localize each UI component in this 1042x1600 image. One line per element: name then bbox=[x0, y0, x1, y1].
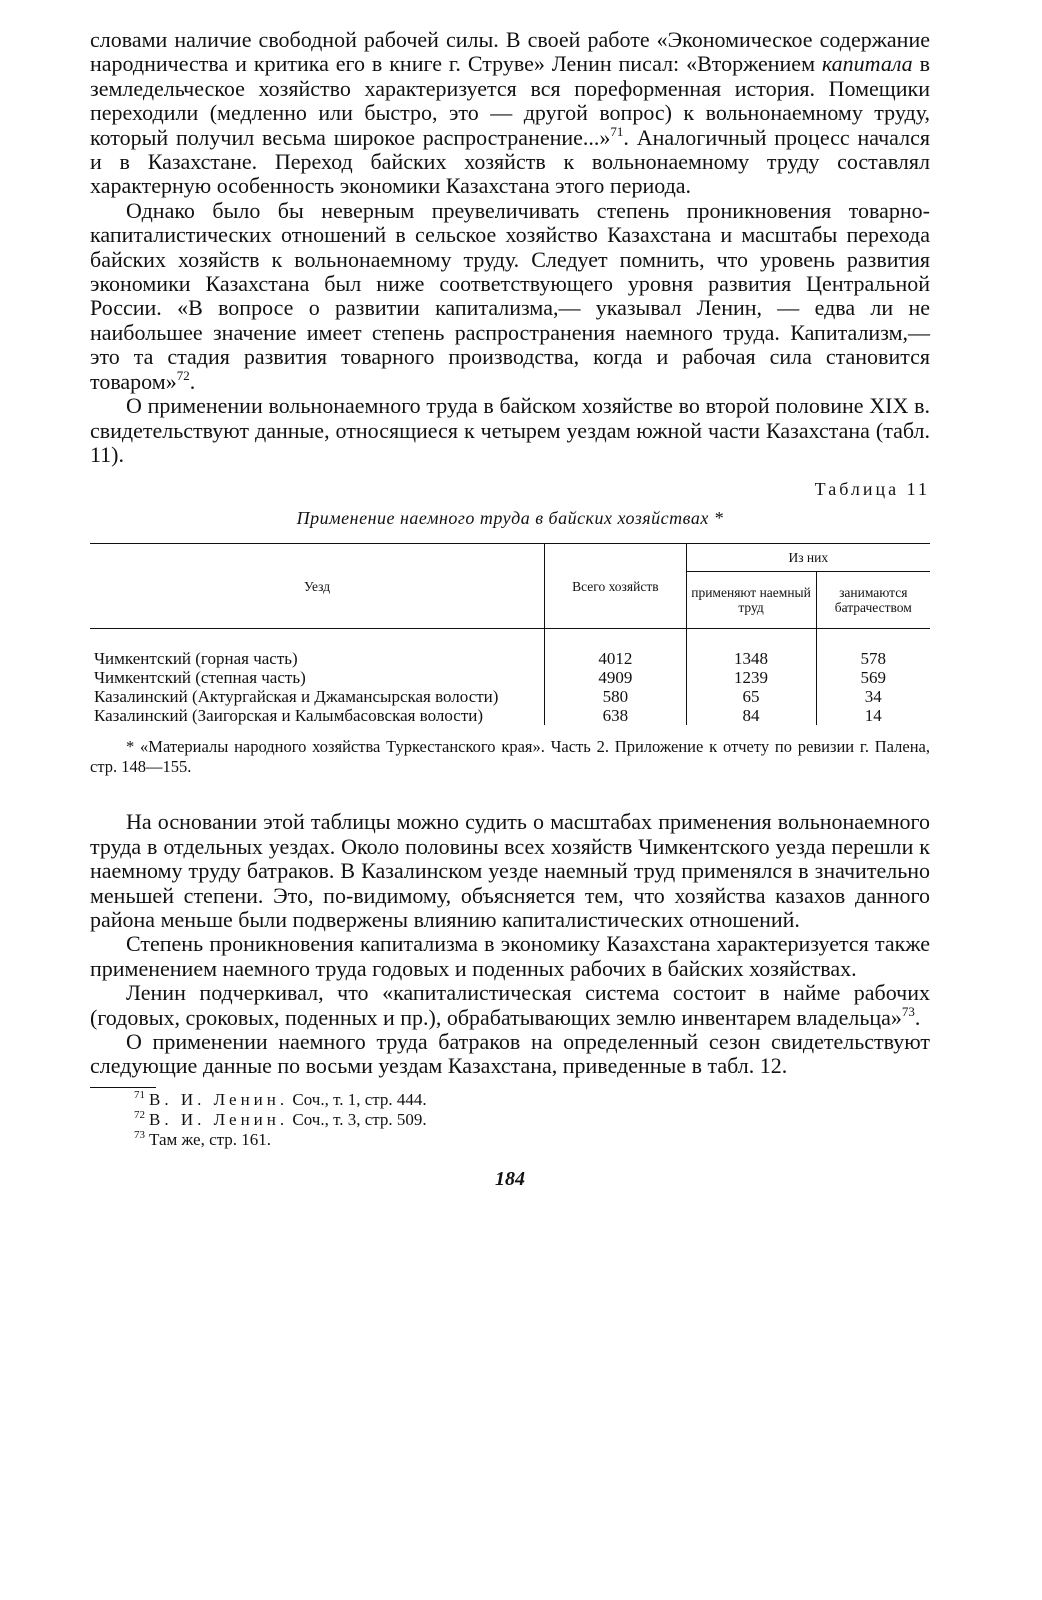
row-uezd-name: Чимкентский (степная часть) bbox=[94, 668, 306, 688]
footnote-ref-71[interactable]: 71 bbox=[610, 123, 624, 139]
paragraph-3: О применении вольнонаемного труда в байском хозяйстве во второй половине XIX в. свидетельствуют данные, относящиеся к четырем уездам южной части Казахстана (табл. 11). bbox=[90, 393, 930, 467]
table-footnote: * «Материалы народного хозяйства Туркестанского края». Часть 2. Приложение к отчету по ревизии г. Палена, стр. 148—155. bbox=[90, 737, 930, 776]
col-header-uezd: Уезд bbox=[304, 578, 331, 594]
row-total: 4909 bbox=[545, 668, 686, 687]
emphasis-capital: капитала bbox=[821, 51, 913, 77]
footnote-73: $^{73}$ Там же, стр. 161. bbox=[134, 1128, 272, 1149]
footnote-71: $^{71}$ В. И. Ленин. Соч., т. 1, стр. 444. bbox=[134, 1088, 427, 1109]
footnote-ref-73[interactable]: 73 bbox=[901, 1003, 915, 1019]
paragraph-7: О применении наемного труда батраков на определенный сезон свидетельствуют следующие данные по восьми уездам Казахстана, приведенные в табл. 12. bbox=[90, 1028, 930, 1079]
page-number: 184 bbox=[495, 1167, 525, 1190]
table-row bbox=[90, 706, 930, 725]
paragraph-6: Ленин подчеркивал, что «капиталистическая система состоит в найме рабочих (годовых, сроковых, поденных и пр.), обрабатывающих землю инвентарем владельца»$^{73}$. bbox=[90, 980, 930, 1030]
row-farmhand: 578 bbox=[816, 629, 930, 669]
paragraph-5: Степень проникновения капитализма в экономику Казахстана характеризуется также применением наемного труда годовых и поденных рабочих в байских хозяйствах. bbox=[90, 931, 930, 981]
row-total: 580 bbox=[545, 687, 686, 706]
table-row bbox=[90, 629, 930, 669]
row-hire: 1239 bbox=[686, 668, 816, 687]
row-uezd-name: Казалинский (Заигорская и Калымбасовская волости) bbox=[94, 706, 484, 726]
col-header-hire: применяют наемный труд bbox=[686, 572, 816, 629]
row-farmhand: 569 bbox=[816, 668, 930, 687]
row-hire: 84 bbox=[686, 706, 816, 725]
row-farmhand: 14 bbox=[816, 706, 930, 725]
paragraph-2: Однако было бы неверным преувеличивать степень проникновения товарно-капиталистических отношений в сельское хозяйство Казахстана и масштабы перехода байских хозяйств к вольнонаемному труду. Следует помнить, что уровень развития экономики Казахстана был ниже соответствующего уровня развития Центральной России. «В вопросе о развитии капитализма,— указывал Ленин, — едва ли не наибольшее значение имеет степень распространения наемного труда. Капитализм,— это та стадия развития товарного производства, когда и рабочая сила становится товаром»$^{72}$. bbox=[90, 197, 930, 394]
book-page bbox=[90, 28, 930, 1191]
hired-labor-table bbox=[90, 543, 930, 725]
col-header-of-them: Из них bbox=[686, 544, 930, 572]
col-header-total: Всего хозяйств bbox=[545, 544, 686, 629]
table-title: Применение наемного труда в байских хозяйствах * bbox=[296, 508, 724, 529]
footnote-divider bbox=[90, 1087, 156, 1088]
footnote-72: $^{72}$ В. И. Ленин. Соч., т. 3, стр. 509. bbox=[134, 1108, 427, 1129]
table-row bbox=[90, 668, 930, 687]
col-header-farmhand: занимаются батрачеством bbox=[816, 572, 930, 629]
row-hire: 1348 bbox=[686, 629, 816, 669]
row-uezd-name: Чимкентский (горная часть) bbox=[94, 649, 298, 669]
row-total: 638 bbox=[545, 706, 686, 725]
paragraph-4: На основании этой таблицы можно судить о масштабах применения вольнонаемного труда в отдельных уездах. Около половины всех хозяйств Чимкентского уезда перешли к наемному труду батраков. В Казалинском уезде наемный труд применялся в значительно меньшей степени. Это, по-видимому, объясняется тем, что хозяйства казахов данного района меньше были подвержены влиянию капиталистических отношений. bbox=[90, 809, 930, 932]
footnote-ref-72[interactable]: 72 bbox=[176, 367, 190, 383]
table-number: Таблица 11 bbox=[814, 479, 930, 500]
row-total: 4012 bbox=[545, 629, 686, 669]
row-farmhand: 34 bbox=[816, 687, 930, 706]
table-row bbox=[90, 687, 930, 706]
paragraph-1: словами наличие свободной рабочей силы. В своей работе «Экономическое содержание народничества и критика его в книге г. Струве» Ленин писал: «Вторжением капитала в земледельческое хозяйство характеризуется вся пореформенная история. Помещики переходили (медленно или быстро, это — другой вопрос) к вольнонаемному труду, который получил весьма широкое распространение...»$^{71}$. Аналогичный процесс начался и в Казахстане. Переход байских хозяйств к вольнонаемному труду составлял характерную особенность экономики Казахстана этого периода. bbox=[90, 27, 930, 199]
row-uezd-name: Казалинский (Актургайская и Джамансырская волости) bbox=[94, 687, 499, 707]
row-hire: 65 bbox=[686, 687, 816, 706]
